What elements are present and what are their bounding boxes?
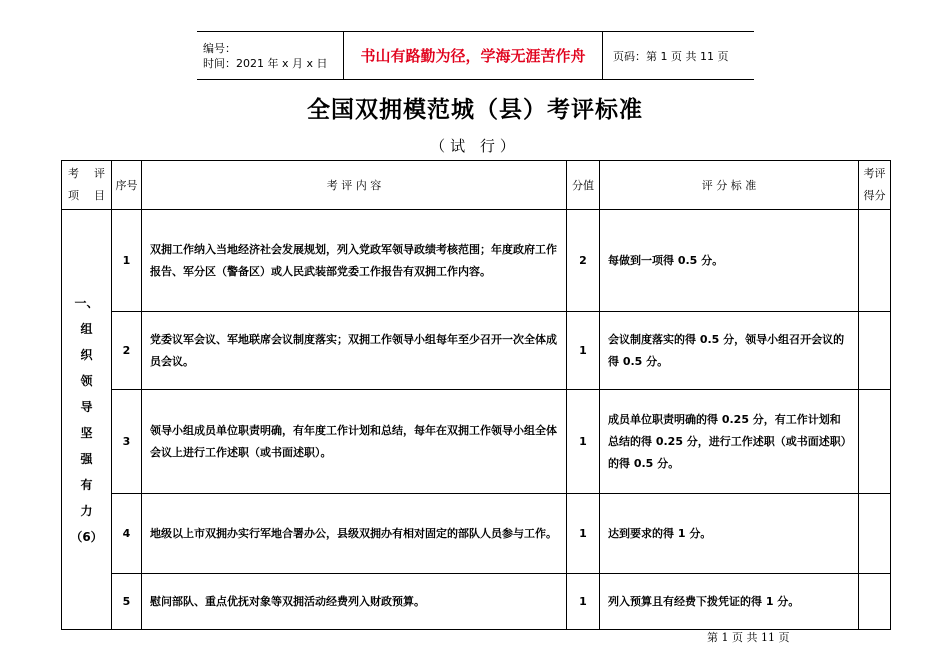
row-standard: 达到要求的得 1 分。 xyxy=(600,494,859,574)
row-content: 党委议军会议、军地联席会议制度落实；双拥工作领导小组每年至少召开一次全体成员会议。 xyxy=(142,312,567,390)
header-score: 分值 xyxy=(567,161,600,210)
row-standard: 每做到一项得 0.5 分。 xyxy=(600,210,859,312)
row-score: 1 xyxy=(567,390,600,494)
page-label: 页码：第 1 页 共 11 页 xyxy=(603,32,755,80)
row-standard: 列入预算且有经费下拨凭证的得 1 分。 xyxy=(600,574,859,630)
row-standard: 成员单位职责明确的得 0.25 分，有工作计划和总结的得 0.25 分，进行工作述职（或书面述职）的得 0.5 分。 xyxy=(600,390,859,494)
row-result xyxy=(859,312,891,390)
header-standard: 评 分 标 准 xyxy=(600,161,859,210)
document-subtitle: （试 行） xyxy=(430,137,520,155)
row-standard: 会议制度落实的得 0.5 分，领导小组召开会议的得 0.5 分。 xyxy=(600,312,859,390)
row-score: 1 xyxy=(567,312,600,390)
row-seq: 4 xyxy=(112,494,142,574)
table-row xyxy=(62,312,891,390)
row-score: 1 xyxy=(567,574,600,630)
table-row xyxy=(62,210,891,312)
serial-label: 编号： xyxy=(203,41,236,55)
page-header xyxy=(197,31,754,80)
row-seq: 2 xyxy=(112,312,142,390)
row-score: 2 xyxy=(567,210,600,312)
table-row xyxy=(62,390,891,494)
evaluation-table xyxy=(61,160,891,630)
row-seq: 3 xyxy=(112,390,142,494)
row-content: 慰问部队、重点优抚对象等双拥活动经费列入财政预算。 xyxy=(142,574,567,630)
header-item-text: 考 评 项 目 xyxy=(68,167,105,202)
header-seq: 序号 xyxy=(112,161,142,210)
row-content: 领导小组成员单位职责明确，有年度工作计划和总结，每年在双拥工作领导小组全体会议上进行工作述职（或书面述职）。 xyxy=(142,390,567,494)
row-result xyxy=(859,210,891,312)
table-row xyxy=(62,494,891,574)
row-result xyxy=(859,494,891,574)
table-row xyxy=(62,574,891,630)
motto: 书山有路勤为径，学海无涯苦作舟 xyxy=(344,32,603,80)
header-result: 考评 得分 xyxy=(859,161,891,210)
table-header-row xyxy=(62,161,891,210)
time-label: 时间：2021 年 x 月 x 日 xyxy=(203,56,328,70)
category-label: 一、 组 织 领 导 坚 强 有 力 （6） xyxy=(70,295,103,544)
header-item xyxy=(62,161,112,210)
row-seq: 5 xyxy=(112,574,142,630)
row-content: 地级以上市双拥办实行军地合署办公，县级双拥办有相对固定的部队人员参与工作。 xyxy=(142,494,567,574)
category-cell xyxy=(62,210,112,630)
page-footer: 第 1 页 共 11 页 xyxy=(707,631,790,644)
header-content: 考 评 内 容 xyxy=(142,161,567,210)
row-score: 1 xyxy=(567,494,600,574)
row-content: 双拥工作纳入当地经济社会发展规划，列入党政军领导政绩考核范围；年度政府工作报告、军分区（警备区）或人民武装部党委工作报告有双拥工作内容。 xyxy=(142,210,567,312)
document-title: 全国双拥模范城（县）考评标准 xyxy=(307,96,643,123)
row-result xyxy=(859,390,891,494)
row-seq: 1 xyxy=(112,210,142,312)
row-result xyxy=(859,574,891,630)
header-meta xyxy=(197,32,344,80)
